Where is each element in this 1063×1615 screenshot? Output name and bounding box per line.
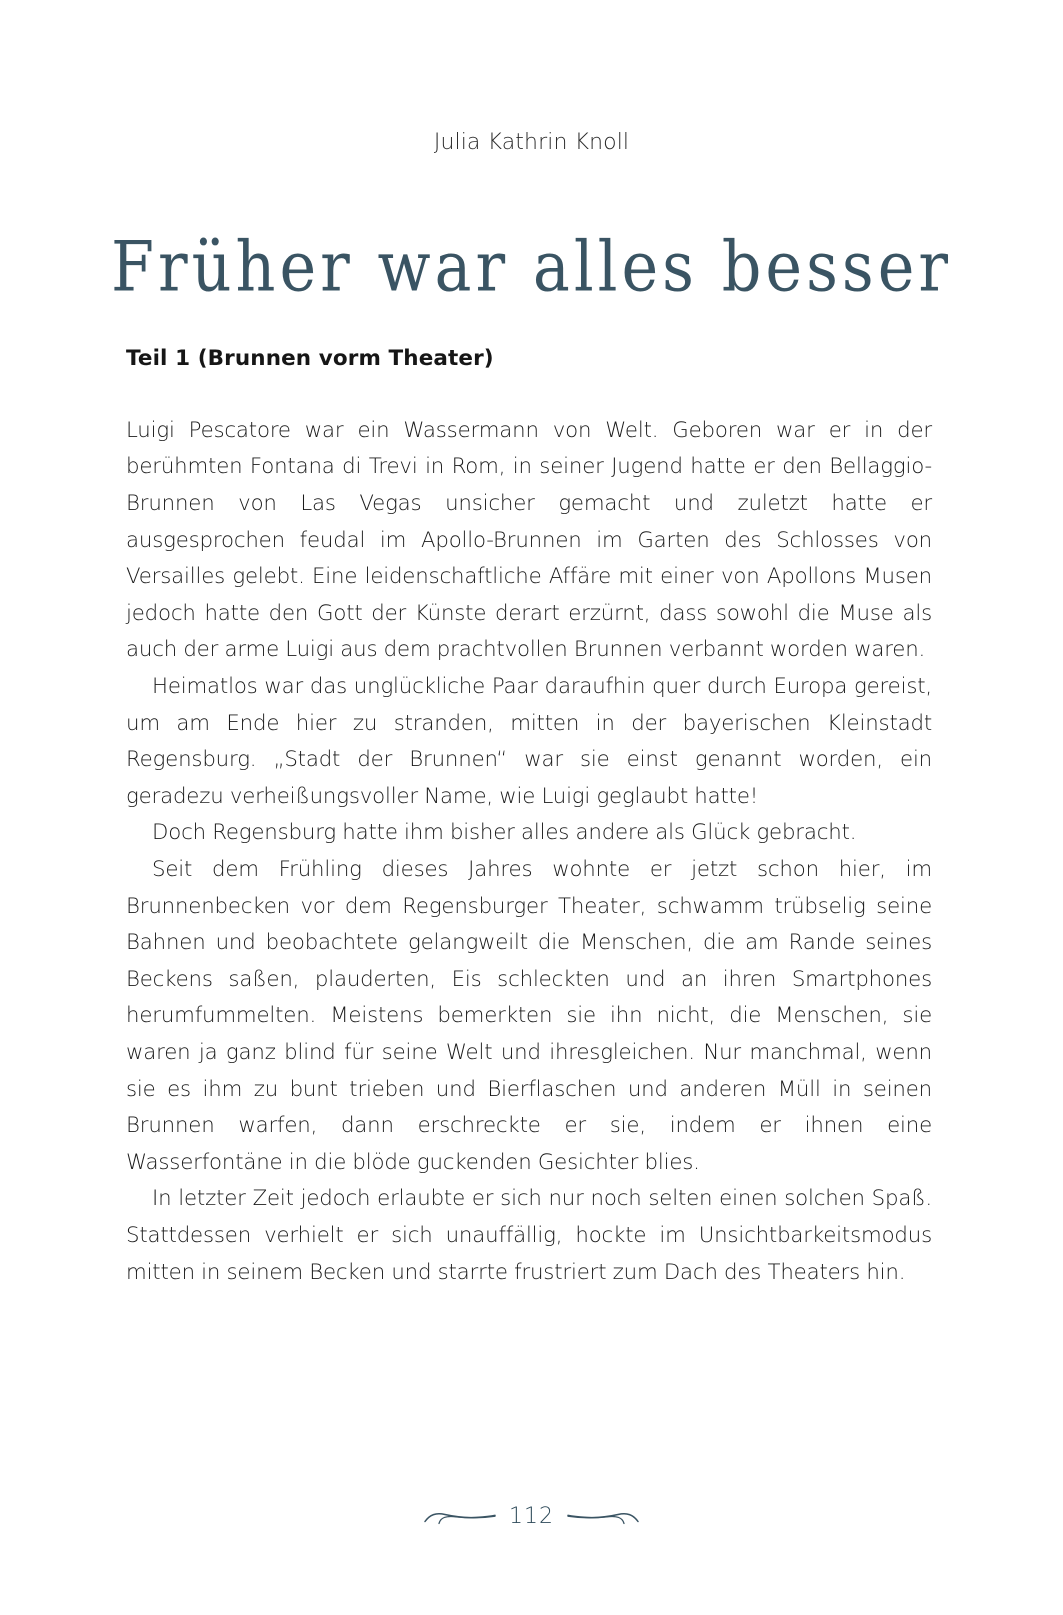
body-paragraph: Heimatlos war das unglückliche Paar daraufhin quer durch Europa gereist, um am Ende hier zu stranden, mitten in der bayerischen Kleinstadt Regensburg. „Stadt der Brunnen“ war sie einst genannt worden, ein geradezu verheißungsvoller Name, wie Luigi geglaubt hatte!	[126, 674, 932, 809]
page-footer	[0, 1505, 1063, 1529]
body-paragraph: In letzter Zeit jedoch erlaubte er sich nur noch selten einen solchen Spaß. Stattdessen verhielt er sich unauffällig, hockte im Unsichtbarkeitsmodus mitten in seinem Becken und starrte frustriert zum Dach des Theaters hin.	[126, 1186, 932, 1285]
body-paragraph: Seit dem Frühling dieses Jahres wohnte er jetzt schon hier, im Brunnenbecken vor dem Regensburger Theater, schwamm trübselig seine Bahnen und beobachtete gelangweilt die Menschen, die am Rande seines Beckens saßen, plauderten, Eis schleckten und an ihren Smartphones herumfummelten. Meistens bemerkten sie ihn nicht, die Menschen, sie waren ja ganz blind für seine Welt und ihresgleichen. Nur manchmal, wenn sie es ihm zu bunt trieben und Bierflaschen und anderen Müll in seinen Brunnen warfen, dann erschreckte er sie, indem er ihnen eine Wasserfontäne in die blöde guckenden Gesichter blies.	[126, 857, 932, 1175]
body-paragraph: Luigi Pescatore war ein Wassermann von Welt. Geboren war er in der berühmten Fontana di Trevi in Rom, in seiner Jugend hatte er den Bellaggio-Brunnen von Las Vegas unsicher gemacht und zuletzt hatte er ausgesprochen feudal im Apollo-Brunnen im Garten des Schlosses von Versailles gelebt. Eine leidenschaftliche Affäre mit einer von Apollons Musen jedoch hatte den Gott der Künste derart erzürnt, dass sowohl die Muse als auch der arme Luigi aus dem prachtvollen Brunnen verbannt worden waren.	[126, 417, 932, 663]
flourish-swash-right-icon	[566, 1505, 640, 1529]
page-title: Früher war alles besser	[110, 225, 953, 308]
page-number: 112	[509, 1504, 554, 1529]
flourish-swash-left-icon	[423, 1505, 497, 1529]
body-paragraph: Doch Regensburg hatte ihm bisher alles andere als Glück gebracht.	[152, 820, 857, 846]
author-byline: Julia Kathrin Knoll	[433, 130, 630, 155]
section-heading: Teil 1 (Brunnen vorm Theater)	[126, 346, 494, 371]
text-column	[126, 346, 932, 1291]
